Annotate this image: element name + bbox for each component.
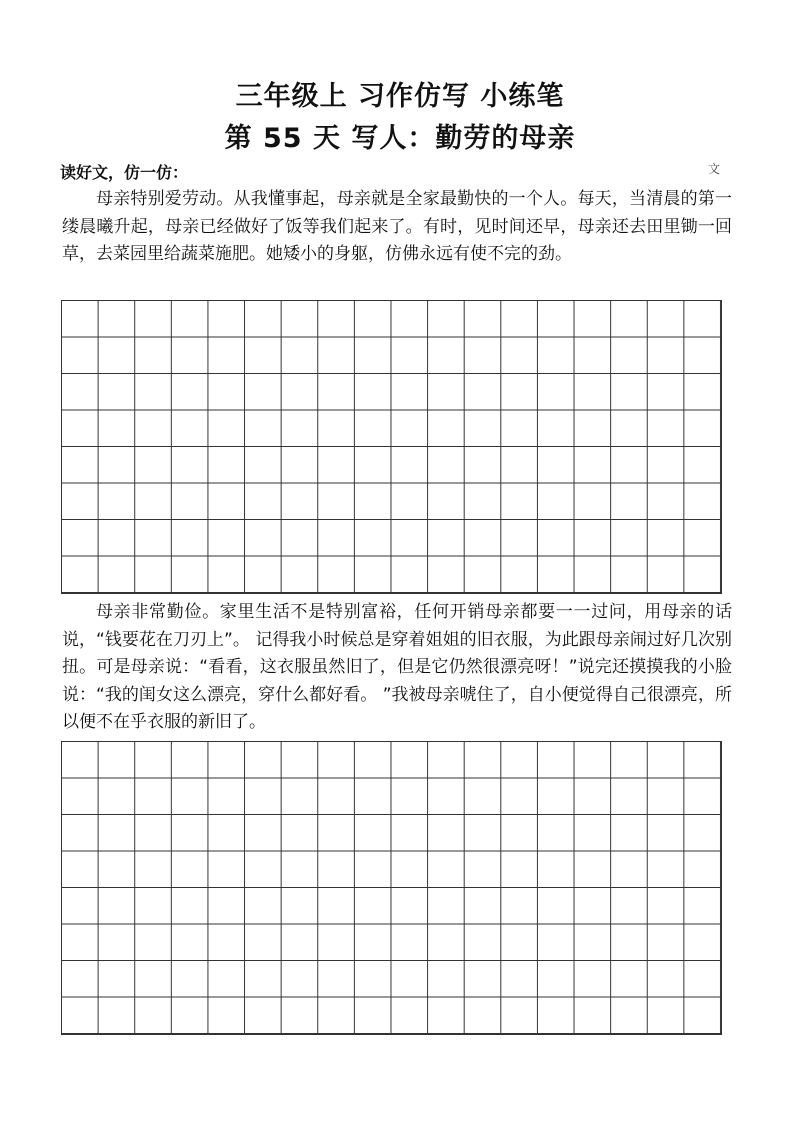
section-label: 读好文，仿一仿：	[60, 163, 189, 182]
writing-grid-1[interactable]	[61, 300, 722, 594]
margin-mark: 文	[708, 162, 721, 176]
page-subtitle: 第 55 天 写人：勤劳的母亲	[224, 123, 576, 154]
writing-grid-2[interactable]	[61, 741, 722, 1035]
passage-1: 母亲特别爱劳动。从我懂事起，母亲就是全家最勤快的一个人。每天，当清晨的第一缕晨曦升起，母亲已经做好了饭等我们起来了。有时，见时间还早，母亲还去田里锄一回草，去菜园里给蔬菜施肥。她矮小的身躯，仿佛永远有使不完的劲。	[62, 189, 732, 264]
page-title: 三年级上 习作仿写 小练笔	[235, 81, 565, 112]
passage-2: 母亲非常勤俭。家里生活不是特别富裕，任何开销母亲都要一一过问，用母亲的话说，“钱要花在刀刃上”。 记得我小时候总是穿着姐姐的旧衣服，为此跟母亲闹过好几次别扭。可是母亲说：“看看，这衣服虽然旧了，但是它仍然很漂亮呀！”说完还摸摸我的小脸说：“我的闺女这么漂亮，穿什么都好看。 ”我被母亲唬住了，自小便觉得自己很漂亮，所以便不在乎衣服的新旧了。	[62, 602, 732, 732]
